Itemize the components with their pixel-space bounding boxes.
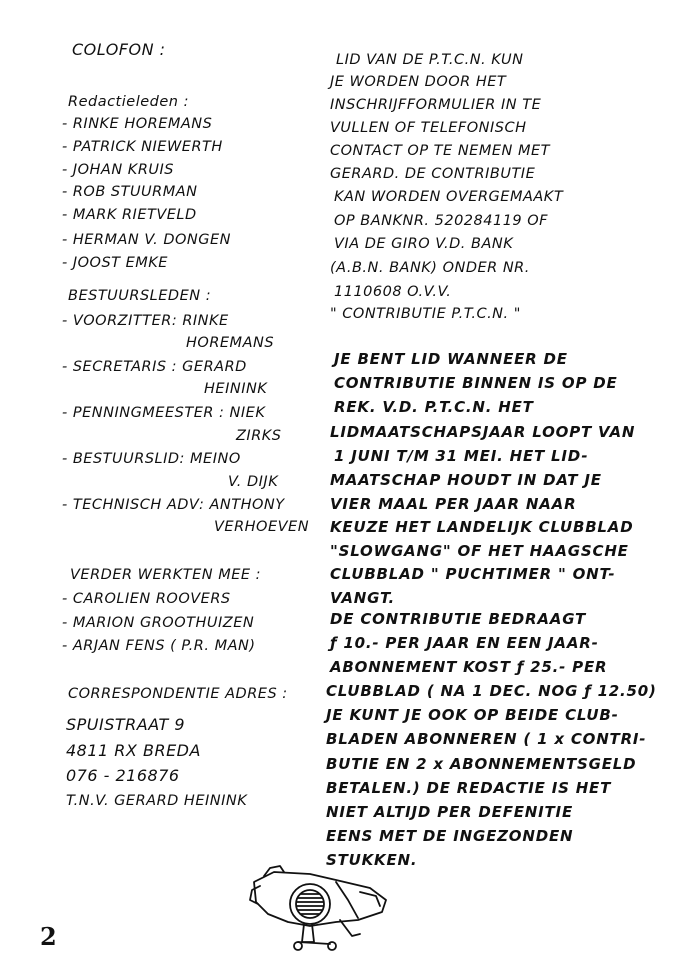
text-line: EENS MET DE INGEZONDEN [326, 827, 574, 845]
text-line: MAATSCHAP HOUDT IN DAT JE [330, 471, 602, 489]
text-line: JE WORDEN DOOR HET [330, 74, 507, 90]
text-line: VIA DE GIRO V.D. BANK [334, 236, 514, 252]
list-item: - TECHNISCH ADV: ANTHONY [62, 497, 285, 513]
list-item: - MARION GROOTHUIZEN [62, 615, 255, 631]
list-item: ZIRKS [236, 428, 282, 444]
text-line: GERARD. DE CONTRIBUTIE [330, 166, 536, 182]
list-item: - MARK RIETVELD [62, 207, 197, 223]
list-item: V. DIJK [228, 474, 279, 490]
text-line: BLADEN ABONNEREN ( 1 x CONTRI- [326, 730, 647, 748]
text-line: REK. V.D. P.T.C.N. HET [334, 398, 534, 416]
redactie-heading: Redactieleden : [68, 94, 189, 110]
adres-line: 4811 RX BREDA [66, 741, 201, 760]
text-line: ABONNEMENT KOST ƒ 25.- PER [330, 658, 608, 676]
text-line: 1 JUNI T/M 31 MEI. HET LID- [334, 447, 589, 465]
text-line: JE BENT LID WANNEER DE [334, 350, 568, 368]
text-line: LIDMAATSCHAPSJAAR LOOPT VAN [330, 423, 636, 441]
text-line: CONTRIBUTIE BINNEN IS OP DE [334, 374, 618, 392]
list-item: VERHOEVEN [214, 519, 310, 535]
text-line: STUKKEN. [326, 851, 418, 869]
text-line: VULLEN OF TELEFONISCH [330, 120, 527, 136]
text-line: (A.B.N. BANK) ONDER NR. [330, 260, 530, 276]
list-item: - HERMAN V. DONGEN [62, 232, 232, 248]
text-line: DE CONTRIBUTIE BEDRAAGT [330, 610, 587, 628]
text-line: 1110608 O.V.V. [334, 284, 452, 300]
text-line: NIET ALTIJD PER DEFENITIE [326, 803, 573, 821]
list-item: - BESTUURSLID: MEINO [62, 451, 241, 467]
adres-line: SPUISTRAAT 9 [66, 715, 186, 734]
text-line: KAN WORDEN OVERGEMAAKT [334, 189, 564, 205]
verder-heading: VERDER WERKTEN MEE : [70, 567, 262, 583]
text-line: VANGT. [330, 589, 395, 607]
list-item: - ARJAN FENS ( P.R. MAN) [62, 638, 256, 654]
bestuur-heading: BESTUURSLEDEN : [68, 288, 212, 304]
list-item: - VOORZITTER: RINKE [62, 313, 229, 329]
text-line: CLUBBLAD " PUCHTIMER " ONT- [330, 565, 616, 583]
text-line: LID VAN DE P.T.C.N. KUN [336, 52, 524, 68]
moped-engine-drawing [240, 860, 400, 960]
page-number: 2 [40, 922, 57, 951]
list-item: - RINKE HOREMANS [62, 116, 213, 132]
text-line: VIER MAAL PER JAAR NAAR [330, 495, 577, 513]
colofon-title: COLOFON : [72, 40, 166, 59]
adres-line: T.N.V. GERARD HEININK [66, 793, 248, 809]
list-item: HEININK [204, 381, 268, 397]
list-item: - ROB STUURMAN [62, 184, 198, 200]
text-line: ƒ 10.- PER JAAR EN EEN JAAR- [330, 634, 599, 652]
list-item: HOREMANS [186, 335, 275, 351]
text-line: KEUZE HET LANDELIJK CLUBBLAD [330, 518, 634, 536]
text-line: INSCHRIJFFORMULIER IN TE [330, 97, 542, 113]
text-line: " CONTRIBUTIE P.T.C.N. " [330, 306, 521, 322]
list-item: - CAROLIEN ROOVERS [62, 591, 231, 607]
text-line: JE KUNT JE OOK OP BEIDE CLUB- [326, 706, 619, 724]
text-line: BETALEN.) DE REDACTIE IS HET [326, 779, 612, 797]
list-item: - SECRETARIS : GERARD [62, 359, 247, 375]
adres-heading: CORRESPONDENTIE ADRES : [68, 686, 288, 702]
text-line: "SLOWGANG" OF HET HAAGSCHE [330, 542, 629, 560]
list-item: - PATRICK NIEWERTH [62, 139, 223, 155]
text-line: BUTIE EN 2 x ABONNEMENTSGELD [326, 755, 637, 773]
list-item: - JOHAN KRUIS [62, 162, 174, 178]
adres-line: 076 - 216876 [66, 766, 180, 785]
text-line: CONTACT OP TE NEMEN MET [330, 143, 550, 159]
list-item: - JOOST EMKE [62, 255, 168, 271]
list-item: - PENNINGMEESTER : NIEK [62, 405, 266, 421]
text-line: CLUBBLAD ( NA 1 DEC. NOG ƒ 12.50) [326, 682, 657, 700]
text-line: OP BANKNR. 520284119 OF [334, 213, 549, 229]
